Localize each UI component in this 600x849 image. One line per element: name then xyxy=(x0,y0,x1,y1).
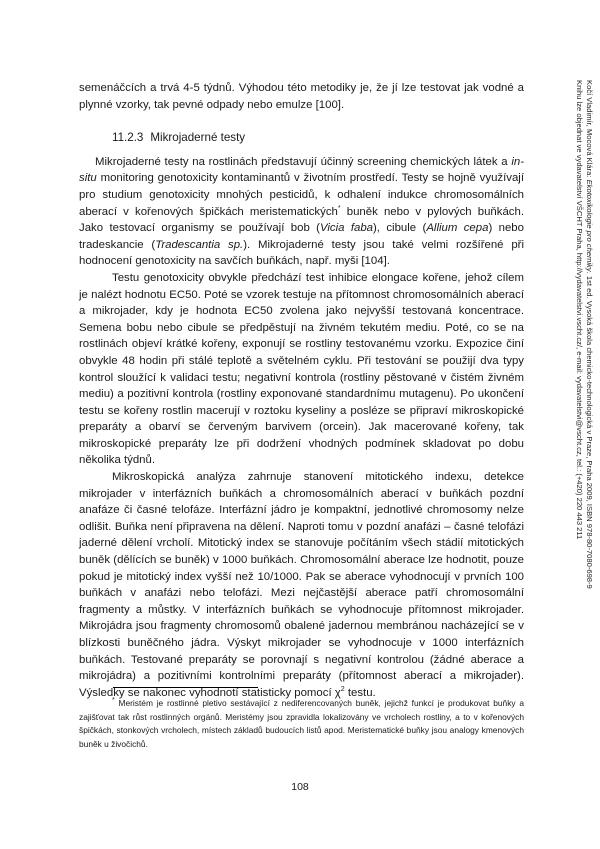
footnote-divider xyxy=(113,687,258,688)
superscript: 2 xyxy=(340,685,345,693)
text-span: Mikrojaderné testy na rostlinách představují účinný screening chemických látek a xyxy=(95,155,512,168)
citation-sidebar-text xyxy=(574,80,594,600)
text-span: . 1st ed. Vysoká škola chemicko-technologická v Praze, Praha 2009, ISBN 978-80-7080-698-9 xyxy=(585,271,594,589)
citation-sidebar xyxy=(566,80,594,600)
section-number: 11.2.3 xyxy=(112,131,144,145)
text-span: Kočí Vladimír, Mocová Klára: xyxy=(585,80,594,180)
footnote-marker: * xyxy=(112,697,115,705)
text-span: monitoring genotoxicity kontaminantů v životním prostředí. Testy se hojně využívají pro studium genotoxicity mnohých pesticidů, k odhalení indukce chromosomálních aberací v kořenových špičkách meristematických xyxy=(79,172,524,218)
species-name: Vicia faba xyxy=(319,222,374,235)
text-span: buněk nebo v pylových buňkách. Jako testovací organismy se používají bob ( xyxy=(79,205,524,235)
paragraph-microkernel-intro xyxy=(79,154,524,270)
text-span: Mikroskopická analýza zahrnuje stanovení mitotického indexu, detekce mikrojader v interfázních buňkách a chromosomálních aberací v buňkách pozdní anafáze či časné telofáze. Interfázní jádro je kompaktní, jednotlivé chromosomy nelze odlišit. Buňka není připravena na dělení. Naproti tomu v pozdní anafázi – časné telofázi jaderné dělení vrcholí. Mitotický index se stanovuje počítáním všech stádií mitotických buněk (dělících se buněk) v 1000 buňkách. Chromosomální aberace lze hodnotit, pouze pokud je mitotický index vyšší než 10/1000. Pak se aberace vyhodnocují v prvních 100 buňkách v anafázi nebo telofázi. Mezi nejčastější aberace patří chromosomální fragmenty a můstky. V interfázních buňkách se vyhodnocuje přítomnost mikrojader. Mikrojádra jsou fragmenty chromosomů obalené jadernou membránou nacházející se v blízkosti buněčného jádra. Výskyt mikrojader se vyhodnocuje v 1000 interfázních buňkách. Testované preparáty se porovnají s negativní kontrolou (žádné aberace a mikrojádra) a pozitivními kontrolními preparáty (přítomnost aberací a mikrojader). Výsledky se nakonec vyhodnotí statisticky pomocí χ xyxy=(79,471,524,699)
species-name: Allium cepa xyxy=(426,222,489,235)
footnote-text xyxy=(79,697,524,751)
intro-paragraph: semenáčcích a trvá 4-5 týdnů. Výhodou této metodiky je, že jí lze testovat jak vodné a plynné vzorky, tak pevné odpady nebo emulze [100]. xyxy=(79,82,524,111)
section-heading xyxy=(79,130,524,147)
footnote-reference[interactable]: * xyxy=(337,204,341,212)
italic-term: in-situ xyxy=(79,155,524,185)
paragraph-genotoxicity-test: Testu genotoxicity obvykle předchází test inhibice elongace kořene, jehož cílem je nalézt hodnotu EC50. Poté se vzorek testuje na přítomnost chromosomálních aberací a mikrojader, kdy je hodnota EC50 zvolena jako nejvyšší testovaná koncentrace. Semena bobu nebo cibule se předpěstují na živném tekutém mediu. Poté, co se na rostlinách objeví krátké kořeny, exponují se rostliny testovanému vzorku. Expozice činí obvykle 48 hodin při stálé teplotě a světelném cyklu. Při testování se použijí dva typy kontrol sloužící k validaci testu; negativní kontrola (rostliny pěstované v čistém živném mediu) a pozitivní kontrola (rostliny exponované standardnímu mutagenu). Po ukončení testu se kořeny rostlin macerují v roztoku kyseliny a posléze se připraví mikroskopické preparáty a obarví se červeným barvivem (orcein). Jak macerované kořeny, tak mikroskopické preparáty lze při dodržení vhodných podmínek skladovat po dobu několika týdnů. xyxy=(79,271,524,467)
text-span: Meristém je rostlinné pletivo sestávající z nediferencovaných buněk, jejichž funkcí je produkovat buňky a zajišťovat tak růst rostlinných orgánů. Meristémy jsou zpravidla lokalizovány ve vrcholech rostliny, a to v kořenových špičkách, stonkových vrcholech, místech základů budoucích listů apod. Meristematické buňky jsou analogy kmenových buněk u živočichů. xyxy=(79,698,524,749)
paragraph-microscopic-analysis xyxy=(79,469,524,701)
species-name: Tradescantia sp. xyxy=(155,238,244,251)
book-title: Ekotoxikologie pro chemiky xyxy=(585,179,594,272)
section-title: Mikrojaderné testy xyxy=(150,131,246,145)
text-span: ), cibule ( xyxy=(373,222,427,235)
page-number: 108 xyxy=(291,781,309,793)
text-span: testu. xyxy=(344,686,376,699)
citation-line xyxy=(584,80,594,600)
order-info-line: Knihu lze objednat ve vydavatelství VŠCHT Praha, http://vydavatelstvi.vscht.cz/, e-mail: vydavatelstvi@vscht.cz, tel.: (+420) 220 443 211 xyxy=(575,80,584,540)
text-span: ) nebo tradeskancie ( xyxy=(79,222,524,251)
footnote xyxy=(79,697,524,751)
text-span: ). Mikrojaderné testy jsou také velmi rozšířené při hodnocení genotoxicity na savčích buňkách, např. myši [104]. xyxy=(79,238,524,268)
body-text xyxy=(79,80,524,701)
